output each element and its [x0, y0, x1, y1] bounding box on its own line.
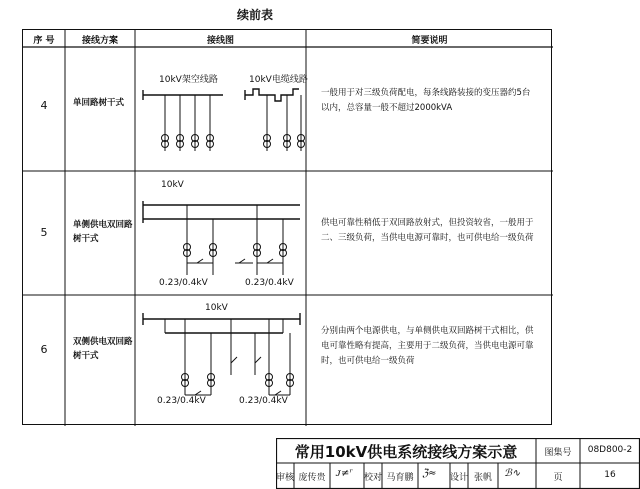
row-scheme: 单回路树干式	[73, 98, 125, 108]
check-label: 校对	[364, 473, 383, 483]
title-block	[276, 438, 640, 489]
diagram-label: 10kV架空线路	[159, 75, 218, 85]
header-scheme: 接线方案	[81, 36, 118, 46]
review-signature: ᴊ≠ʳ	[336, 468, 353, 479]
design-signature: ℬ∿	[504, 468, 521, 479]
header-diagram: 接线图	[206, 36, 234, 46]
header-description: 简要说明	[411, 36, 448, 46]
drawing-title: 常用10kV供电系统接线方案示意	[294, 443, 518, 461]
check-name: 马育鹏	[386, 473, 414, 483]
row-index: 5	[40, 226, 48, 239]
page-label: 页	[553, 473, 563, 483]
check-signature: ℨ≈	[422, 468, 437, 479]
table-caption: 续前表	[236, 8, 273, 22]
single-side-double-trunk-diagram	[135, 171, 306, 295]
header-index: 序 号	[33, 36, 55, 46]
atlas-number-label: 图集号	[544, 448, 572, 458]
row-description: 供电可靠性稍低于双回路放射式，但投资较省，一般用于二、三级负荷，当供电电源可靠时，也可供电给一级负荷	[321, 218, 534, 243]
row-scheme: 单侧供电双回路树干式	[73, 220, 133, 244]
row-description: 一般用于对三级负荷配电，每条线路装接的变压器约5台以内，总容量一般不超过2000kVA	[321, 88, 531, 113]
design-name: 张帆	[473, 473, 492, 483]
review-name: 庞传贵	[298, 473, 326, 483]
diagram-label: 0.23/0.4kV	[159, 278, 208, 288]
diagram-label: 0.23/0.4kV	[157, 396, 206, 406]
double-side-double-trunk-diagram	[135, 295, 306, 419]
diagram-label: 10kV	[205, 303, 228, 313]
row-index: 4	[40, 99, 48, 112]
atlas-number: 08D800-2	[587, 445, 633, 455]
diagram-label: 10kV电缆线路	[249, 75, 308, 85]
diagram-label: 10kV	[161, 180, 184, 190]
row-index: 6	[40, 343, 48, 356]
review-label: 审核	[276, 473, 295, 483]
diagram-label: 0.23/0.4kV	[239, 396, 288, 406]
row-scheme: 双侧供电双回路树干式	[73, 337, 133, 361]
design-label: 设计	[450, 473, 469, 483]
row-description: 分别由两个电源供电，与单侧供电双回路树干式相比，供电可靠性略有提高，主要用于二级负荷，当供电电源可靠时，也可供电给一级负荷	[321, 326, 534, 366]
single-radial-trunk-diagram	[135, 47, 306, 171]
page-number: 16	[604, 470, 616, 480]
diagram-label: 0.23/0.4kV	[245, 278, 294, 288]
scheme-table	[22, 29, 552, 425]
